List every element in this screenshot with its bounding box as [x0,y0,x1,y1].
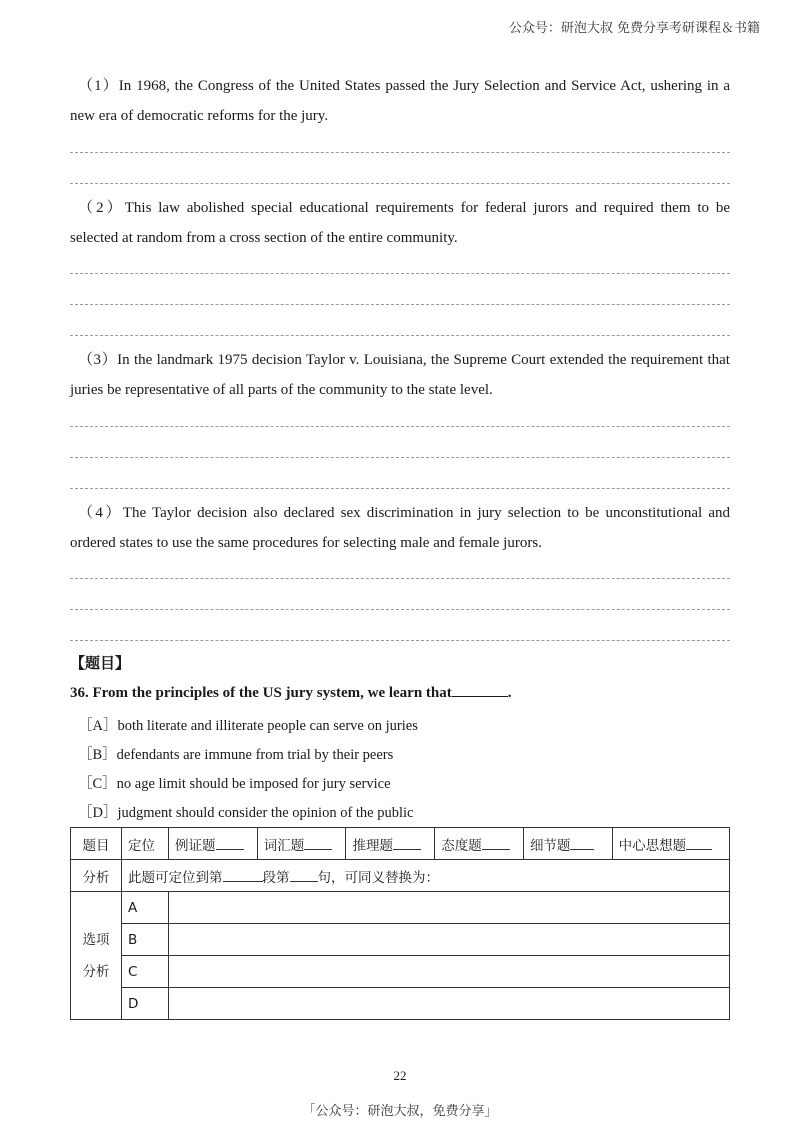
type-label: 例证题 [175,837,216,854]
answer-line [70,457,730,458]
answer-line [70,335,730,336]
paragraph-1 [70,71,730,131]
option-b-answer-cell [169,924,730,956]
section-tag: 【题目】 [70,654,131,672]
option-letter-b: B [122,924,169,956]
option-letter: ［B］ [78,747,117,763]
option-d [78,801,413,822]
question-end: . [507,685,512,701]
answer-line [70,578,730,579]
paragraph-3-number: （3） [78,352,118,368]
option-letter: ［A］ [78,718,118,734]
options-label-line1: 选项 [82,931,110,948]
type-label: 推理题 [352,837,393,854]
paragraph-2-text: This law abolished special educational requirements for federal jurors and required them to be selected at random from a cross section of the entire community. [70,200,730,246]
answer-line [70,488,730,489]
option-b [78,743,393,764]
table-row-option-b [71,924,730,956]
answer-line [70,609,730,610]
paragraph-4-number: （4） [78,505,123,521]
sentence-blank [290,869,318,882]
type-label: 词汇题 [263,837,305,854]
analysis-part: 此题可定位到第 [128,869,223,886]
answer-line [70,640,730,641]
cell-row2-label: 分析 [71,860,122,892]
header-note: 公众号：研泡大叔 免费分享考研课程＆书籍 [508,21,760,36]
type-attitude [435,828,524,859]
paragraph-4-text: The Taylor decision also declared sex discrimination in jury selection to be unconstitutional and ordered states to use the same procedures for selecting male and female jurors. [70,505,730,551]
type-blank [686,837,712,850]
option-letter: ［D］ [78,805,118,821]
paragraph-3-text: In the landmark 1975 decision Taylor v. Louisiana, the Supreme Court extended the requirement that juries be representative of all parts of the community to the state level. [70,352,730,398]
type-blank [482,837,510,850]
type-label: 中心思想题 [618,837,687,854]
paragraph-1-text: In 1968, the Congress of the United States passed the Jury Selection and Service Act, ushering in a new era of democratic reforms for the jury. [70,78,730,124]
option-a-answer-cell [169,892,730,924]
paragraph-2-number: （2） [78,200,125,216]
type-label: 态度题 [441,837,482,854]
type-blank [393,837,421,850]
option-c [78,772,391,793]
analysis-part: 句，可同义替换为： [317,869,439,886]
answer-line [70,273,730,274]
option-text: no age limit should be imposed for jury service [116,776,391,792]
question-stem [70,684,512,702]
question-text: 36. From the principles of the US jury system, we learn that [70,685,452,701]
types-cell [169,828,730,860]
analysis-text-cell [122,860,730,892]
option-letter: ［C］ [78,776,117,792]
table-row-option-d [71,988,730,1020]
paragraph-blank [223,869,263,882]
cell-options-label [71,892,122,1020]
type-example [169,828,258,859]
option-text: judgment should consider the opinion of the public [117,805,414,821]
type-blank [216,837,244,850]
table-row-option-a [71,892,730,924]
footer-note: 「公众号：研泡大叔，免费分享」 [302,1104,498,1119]
type-main-idea [613,828,729,859]
option-text: defendants are immune from trial by their peers [116,747,394,763]
answer-line [70,183,730,184]
question-blank [452,684,508,697]
paragraph-2 [70,193,730,253]
option-d-answer-cell [169,988,730,1020]
types-row [169,828,729,859]
answer-line [70,152,730,153]
option-letter-c: C [122,956,169,988]
option-letter-a: A [122,892,169,924]
option-a [78,714,418,735]
type-label: 细节题 [529,837,571,854]
option-text: both literate and illiterate people can serve on juries [117,718,418,734]
page-number: 22 [393,1068,407,1083]
option-c-answer-cell [169,956,730,988]
type-blank [304,837,332,850]
table-row-option-c [71,956,730,988]
paragraph-4 [70,498,730,558]
type-vocabulary [258,828,347,859]
type-detail [524,828,613,859]
analysis-table [70,827,730,1020]
table-row-types [71,828,730,860]
type-inference [346,828,435,859]
answer-line [70,304,730,305]
cell-locate: 定位 [122,828,169,860]
options-label-line2: 分析 [82,963,110,980]
paragraph-1-number: （1） [78,78,119,94]
paragraph-3 [70,345,730,405]
option-letter-d: D [122,988,169,1020]
answer-line [70,426,730,427]
table-row-analysis [71,860,730,892]
analysis-part: 段第 [262,869,290,886]
type-blank [570,837,594,850]
cell-row1-label: 题目 [71,828,122,860]
